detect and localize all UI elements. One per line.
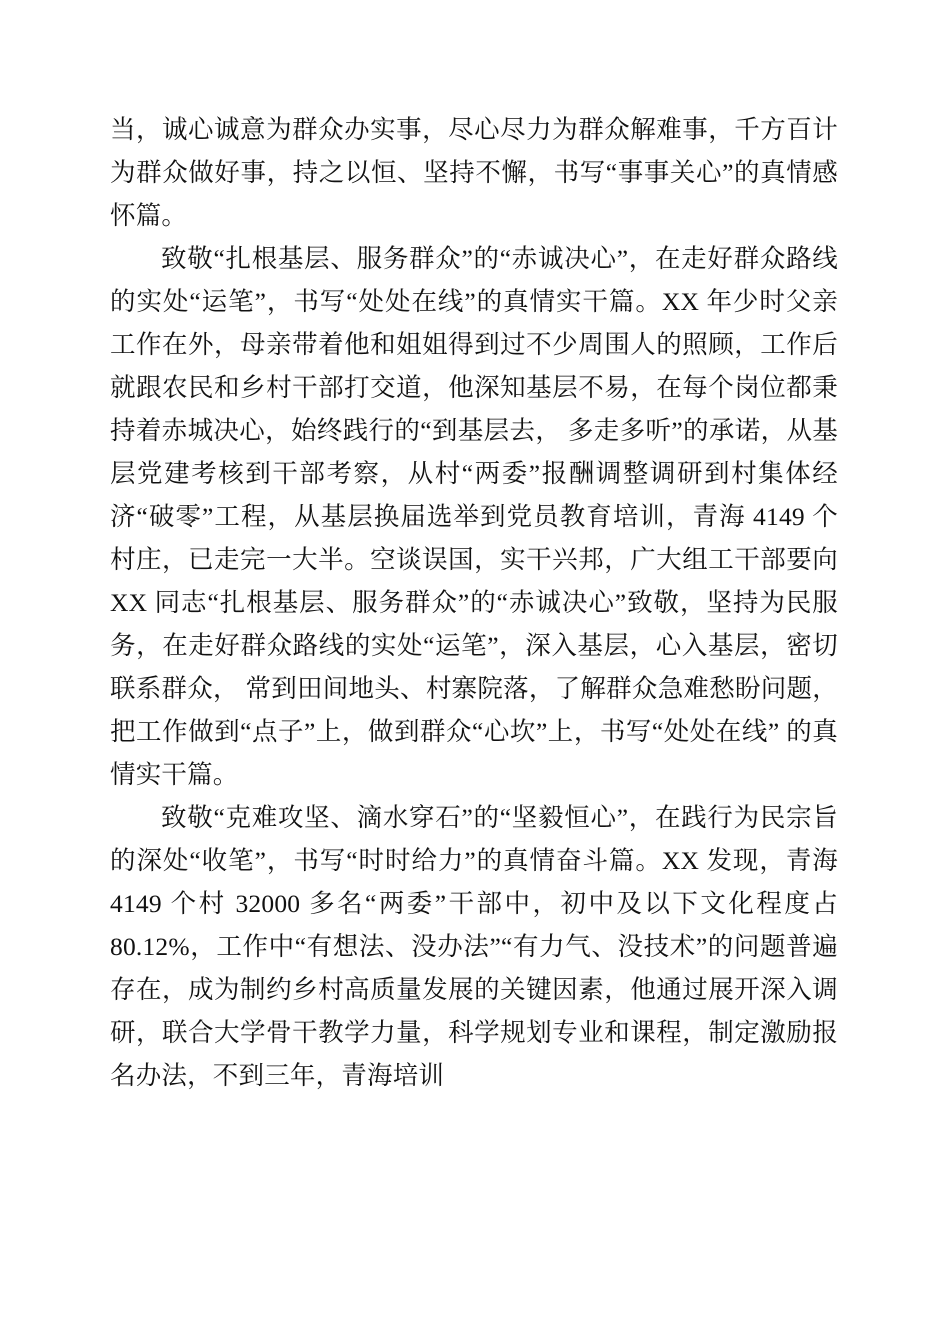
paragraph-1: 当，诚心诚意为群众办实事，尽心尽力为群众解难事，千方百计为群众做好事，持之以恒、坚持不懈，书写“事事关心”的真情感怀篇。: [110, 115, 838, 230]
paragraph-3: 致敬“克难攻坚、滴水穿石”的“坚毅恒心”，在践行为民宗旨的深处“收笔”，书写“时时给力”的真情奋斗篇。XX 发现，青海 4149 个村 32000 多名“两委”干部中，初中及以下文化程度占 80.12%，工作中“有想法、没办法”“有力气、没技术”的问题普遍存在，成为制约乡村高质量发展的关键因素，他通过展开深入调研，联合大学骨干教学力量，科学规划专业和课程，制定激励报名办法，不到三年，青海培训: [110, 803, 838, 1090]
paragraph-2: 致敬“扎根基层、服务群众”的“赤诚决心”，在走好群众路线的实处“运笔”，书写“处处在线”的真情实干篇。XX 年少时父亲工作在外，母亲带着他和姐姐得到过不少周围人的照顾，工作后就跟农民和乡村干部打交道，他深知基层不易，在每个岗位都秉持着赤城决心，始终践行的“到基层去， 多走多听”的承诺，从基层党建考核到干部考察，从村“两委”报酬调整调研到村集体经济“破零”工程，从基层换届选举到党员教育培训，青海 4149 个村庄，已走完一大半。空谈误国，实干兴邦，广大组工干部要向 XX 同志“扎根基层、服务群众”的“赤诚决心”致敬，坚持为民服务，在走好群众路线的实处“运笔”，深入基层，心入基层，密切联系群众， 常到田间地头、村寨院落，了解群众急难愁盼问题，把工作做到“点子”上，做到群众“心坎”上，书写“处处在线” 的真情实干篇。: [110, 244, 838, 789]
document-text-body: [110, 108, 838, 1097]
